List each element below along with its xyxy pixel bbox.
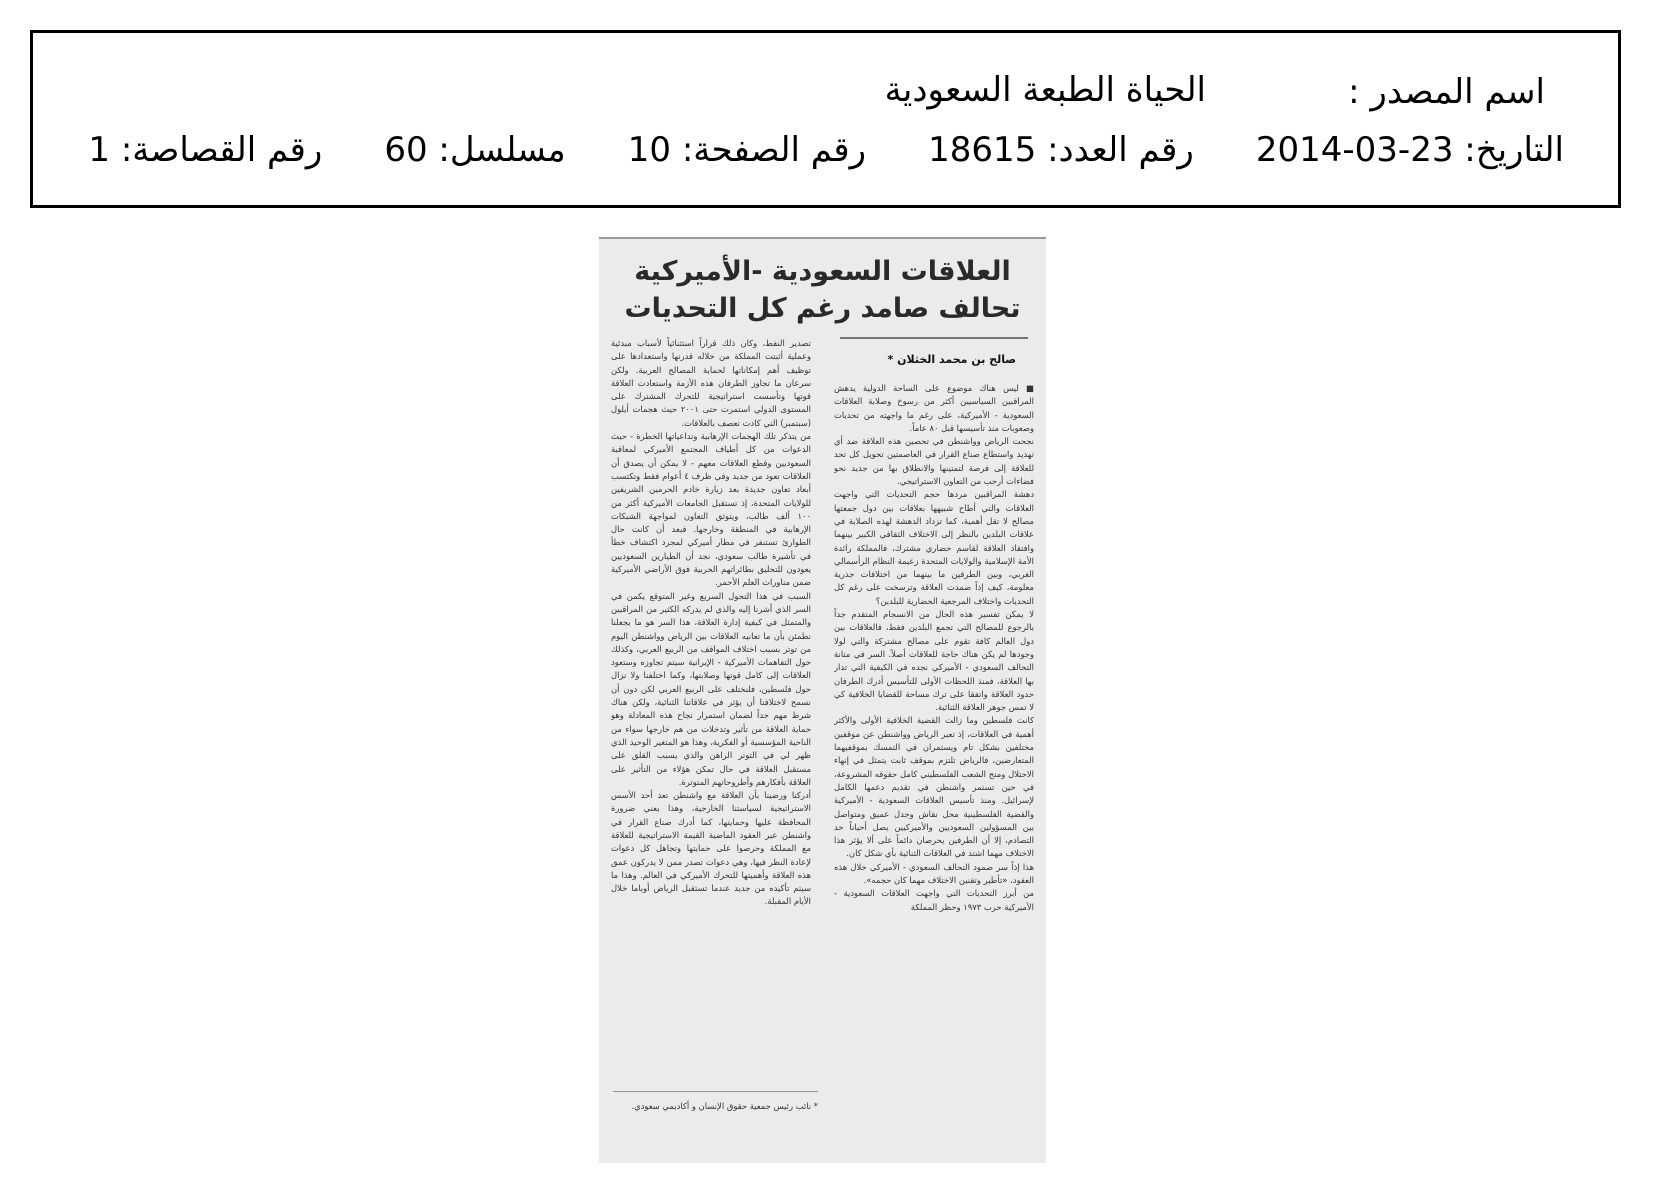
source-value: الحياة الطبعة السعودية xyxy=(884,70,1206,110)
author-byline: صالح بن محمد الخثلان * xyxy=(887,353,1016,366)
source-info-box xyxy=(30,30,1621,208)
article-headline-line-1: العلاقات السعودية -الأميركية xyxy=(634,256,1011,287)
metadata-row xyxy=(88,130,1564,170)
serial-field: مسلسل: 60 xyxy=(384,130,566,170)
footnote-rule xyxy=(613,1091,818,1092)
clipping-top-rule xyxy=(599,237,1046,239)
article-body-left: تصدير النفط، وكان ذلك قراراً استثنائياً لأسباب مبدئية وعملية أثبتت المملكة من خلاله قدرتها واستعدادها على توظيف أهم إمكاناتها لحماية المصالح العربية. ولكن سرعان ما تجاوز الطرفان هذه الأزمة واستعادت العلاقة قوتها وتأسست استراتيجية للتحرك المشترك على المستوى الدولي استمرت حتى ٢٠٠١ حيث هجمات أيلول (سبتمبر) التي كادت تعصف بالعلاقات. من يتذكر تلك الهجمات الإرهابية وتداعياتها الخطرة - حيث الدعوات من كل أطياف المجتمع الأميركي لمعاقبة السعوديين وقطع العلاقات معهم - لا يمكن أن يصدق أن العلاقات تعود من جديد وفي ظرف ٤ أعوام فقط وتكتسب أبعاد تعاون جديدة بعد زيارة خادم الحرمين الشريفين للولايات المتحدة، إذ تستقبل الجامعات الأميركية أكثر من ١٠٠ ألف طالب، ويتوثق التعاون لمواجهة الشبكات الإرهابية في المنطقة وخارجها. فبعد أن كانت حال الطوارئ تستنفر في مطار أميركي لمجرد اكتشاف خطأ في تأشيرة طالب سعودي، نجد أن الطيارين السعوديين يعودون للتحليق بطائراتهم الحربية فوق الأراضي الأميركية ضمن مناورات العلم الأحمر. السبب في هذا التحول السريع وغير المتوقع يكمن في السر الذي أشرنا إليه والذي لم يدركه الكثير من المراقبين والمتمثل في كيفية إدارة العلاقة، هذا السر هو ما يجعلنا نطمئن بأن ما تعانيه العلاقات بين الرياض وواشنطن اليوم من توتر بسبب اختلاف المواقف من الربيع العربي، وكذلك حول التفاهمات الأميركية - الإيرانية سيتم تجاوزه وستعود العلاقات إلى كامل قوتها وصلابتها، وكما اختلفنا ولا نزال حول فلسطين، فلنختلف على الربيع العربي لكن دون أن نسمح لاختلافنا أن يؤثر في علاقاتنا الثنائية، ولكن هناك شرط مهم جداً لضمان استمرار نجاح هذه المعادلة وهو حماية العلاقة من تأثير وتدخلات من هم خارجها سواء من الناحية المؤسسية أو الفكرية، وهذا هو المتغير الوحيد الذي ظهر لي في التوتر الراهن والذي يسبب القلق على مستقبل العلاقة في حال تمكن هؤلاء من التأثير على العلاقة بأفكارهم وأطروحاتهم المتوترة. أدركنا ورضينا بأن العلاقة مع واشنطن تعد أحد الأسس الاستراتيجية لسياستنا الخارجية، وهذا يعني ضرورة المحافظة عليها وحمايتها، كما أدرك صناع القرار في واشنطن عبر العقود الماضية القيمة الاستراتيجية للعلاقة مع المملكة وحرصوا على حمايتها وتجاهل كل دعوات لإعادة النظر فيها، وهي دعوات تصدر ممن لا يدركون عمق هذه العلاقة وأهميتها للتحرك الأميركي في العالم. وهذا ما سيتم تأكيده من جديد عندما تستقبل الرياض أوباما خلال الأيام المقبلة. xyxy=(611,338,811,907)
date-field: التاريخ: 23-03-2014 xyxy=(1255,130,1564,170)
source-label: اسم المصدر : xyxy=(1348,72,1545,112)
author-rule xyxy=(840,337,1028,339)
issue-number-field: رقم العدد: 18615 xyxy=(928,130,1194,170)
article-column-right xyxy=(834,337,1034,1137)
article-body-right: ■ ليس هناك موضوع على الساحة الدولية يدهش المراقبين السياسيين أكثر من رسوخ وصلابة العلاقات السعودية - الأميركية، على رغم ما واجهته من تحديات وصعوبات منذ تأسيسها قبل ٨٠ عاماً. نجحت الرياض وواشنطن في تحصين هذه العلاقة ضد أي تهديد واستطاع صناع القرار في العاصمتين تحويل كل تحد للعلاقة إلى فرصة لتمتينها والانطلاق بها من جديد نحو فضاءات أرحب من التعاون الاستراتيجي. دهشة المراقبين مردها حجم التحديات التي واجهت العلاقات والتي أطاح شبيهها بعلاقات بين دول جمعتها مصالح لا تقل أهمية، كما تزداد الدهشة لهذه الصلابة في علاقات البلدين بالنظر إلى الاختلاف الثقافي الكبير بينهما وافتقاد العلاقة لقاسم حضاري مشترك، فالمملكة رائدة الأمة الإسلامية والولايات المتحدة زعيمة النظام الرأسمالي الغربي، وبين الطرفين ما بينهما من اختلافات جذرية معلومة، كيف إذاً صمدت العلاقة وترسخت على رغم كل التحديات واختلاف المرجعية الحضارية للبلدين؟ لا يمكن تفسير هذه الحال من الانسجام المتقدم جداً بالرجوع للمصالح التي تجمع البلدين فقط، فالعلاقات بين دول العالم كافة تقوم على مصالح مشتركة والتي لولا وجودها لم يكن هناك حاجة للعلاقات أصلاً. السر في متانة التحالف السعودي - الأميركي نجده في الكيفية التي تدار بها العلاقة، فمنذ اللحظات الأولى للتأسيس أدرك الطرفان حدود العلاقة واتفقا على ترك مساحة للقضايا الخلافية كي لا تمس جوهر العلاقة الثنائية. كانت فلسطين وما زالت القضية الخلافية الأولى والأكثر أهمية في العلاقات، إذ تعبر الرياض وواشنطن عن موقفين مختلفين بشكل تام ويستمران في التمسك بموقفيهما المتعارضين، فالرياض تلتزم بموقف ثابت يتمثل في إنهاء الاحتلال ومنح الشعب الفلسطيني كامل حقوقه المشروعة، في حين تستمر واشنطن في تقديم دعمها الكامل لإسرائيل. ومنذ تأسيس العلاقات السعودية - الأميركية والقضية الفلسطينية محل نقاش وجدل عميق ومتواصل بين المسؤولين السعوديين والأميركيين يصل أحياناً حد التصادم، إلا أن الطرفين يحرصان دائماً على ألا يؤثر هذا الاختلاف مهما اشتد في العلاقات الثنائية بأي شكل كان. هذا إذاً سر صمود التحالف السعودي - الأميركي خلال هذه العقود، «تأطير وتقنين الاختلاف مهما كان حجمه». من أبرز التحديات التي واجهت العلاقات السعودية - الأميركية حرب ١٩٧٣ وحظر المملكة xyxy=(834,383,1034,912)
newspaper-clipping xyxy=(599,237,1046,1163)
article-column-left xyxy=(611,337,811,1137)
page-number-field: رقم الصفحة: 10 xyxy=(627,130,867,170)
clip-number-field: رقم القصاصة: 1 xyxy=(88,130,323,170)
author-footnote: * نائب رئيس جمعية حقوق الإنسان و أكاديمي سعودي. xyxy=(631,1101,818,1111)
article-headline-line-2: تحالف صامد رغم كل التحديات xyxy=(624,293,1021,324)
